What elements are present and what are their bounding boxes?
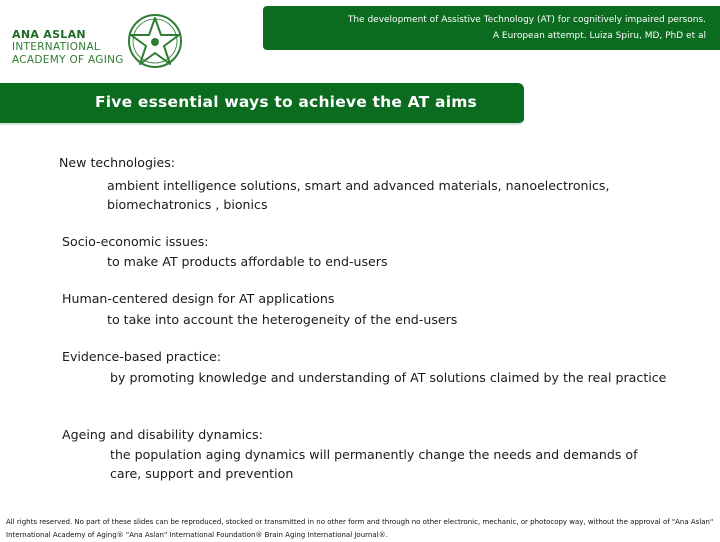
point-heading-socio-economic: Socio-economic issues: <box>62 234 209 249</box>
slide-title: Five essential ways to achieve the AT aims <box>95 93 477 111</box>
point-body-new-technologies: ambient intelligence solutions, smart and advanced materials, nanoelectronics, biomechatronics , bionics <box>107 178 610 212</box>
logo-line-1: ANA ASLAN <box>12 28 86 41</box>
point-heading-evidence-based: Evidence-based practice: <box>62 349 222 364</box>
header-banner <box>263 6 720 50</box>
logo-line-3: ACADEMY OF AGING <box>12 54 124 66</box>
point-body-socio-economic: to make AT products affordable to end-users <box>107 254 388 269</box>
star-emblem-icon <box>126 12 184 70</box>
point-heading-ageing-disability: Ageing and disability dynamics: <box>62 427 263 442</box>
academy-logo <box>8 8 188 68</box>
point-body-evidence-based: by promoting knowledge and understanding of AT solutions claimed by the real practice <box>110 370 667 385</box>
header-line-2: A European attempt. Luiza Spiru, MD, PhD et al <box>492 31 706 41</box>
title-bar <box>0 83 524 125</box>
point-body-human-centered: to take into account the heterogeneity of the end-users <box>107 312 458 327</box>
point-heading-new-technologies: New technologies: <box>59 155 176 170</box>
header-line-1: The development of Assistive Technology (AT) for cognitively impaired persons. <box>347 15 706 25</box>
logo-text <box>12 28 124 67</box>
point-body-ageing-disability: the population aging dynamics will permanently change the needs and demands of care, support and prevention <box>110 447 638 481</box>
point-heading-human-centered: Human-centered design for AT applications <box>62 291 335 306</box>
logo-line-2: INTERNATIONAL <box>12 41 101 53</box>
copyright-footer: All rights reserved. No part of these slides can be reproduced, stocked or transmitted in no other form and through no other electronic, mechanic, or photocopy way, without the approval of "Ana Aslan" International Academy of Aging® "Ana Aslan" International Foundation® Brain Aging International Journal®. <box>6 518 714 539</box>
